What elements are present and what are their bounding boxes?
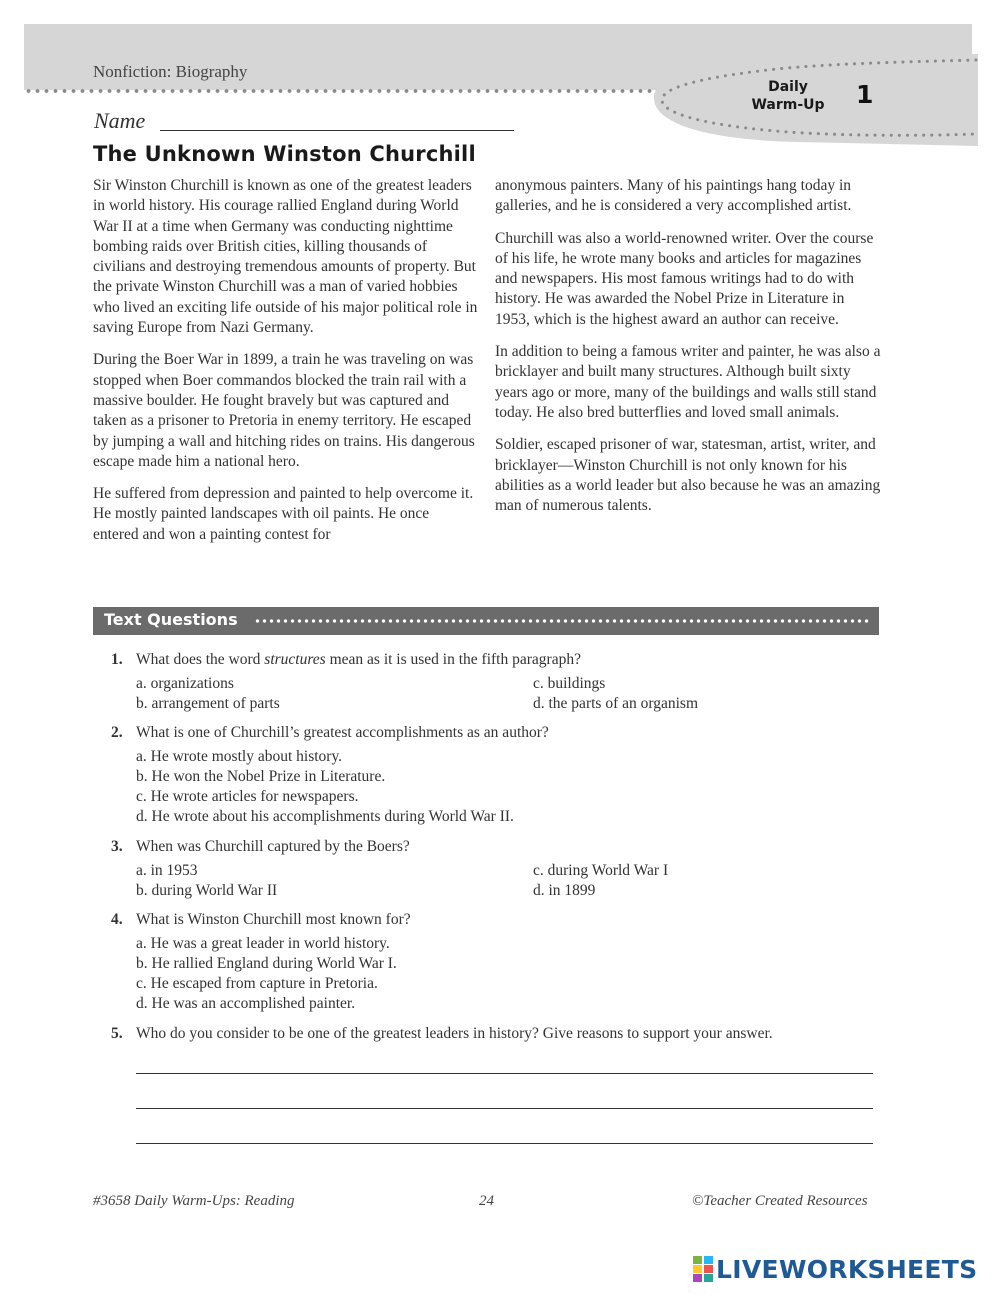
page-title: The Unknown Winston Churchill [93,142,476,166]
question-number: 4. [111,911,123,928]
question-text: What is one of Churchill’s greatest accomplishments as an author? [136,724,549,741]
answer-option-a[interactable]: a. organizations [136,675,234,692]
answer-option-c[interactable]: c. during World War I [533,862,669,879]
paragraph: Soldier, escaped prisoner of war, statesman, artist, writer, and bricklayer—Winston Churchill is not only known for his abilities as a world leader but also because he was an amazing man of numerous talents. [495,436,881,515]
badge-line-warm-up: Warm-Up [751,97,825,113]
passage-left-column [93,176,478,557]
paragraph: Churchill was also a world-renowned writer. Over the course of his life, he wrote many books and articles for magazines and newspapers. His most famous writings had to do with history. He was awarded the Nobel Prize in Literature in 1953, which is the highest award an author can receive. [495,229,874,328]
badge-title [742,78,834,114]
answer-option-d[interactable]: d. He was an accomplished painter. [136,995,356,1012]
paragraph: anonymous painters. Many of his paintings hang today in galleries, and he is considered a very accomplished artist. [495,177,852,215]
badge-line-daily: Daily [768,79,808,95]
question-text [136,650,581,670]
questions-header-label: Text Questions [104,610,238,629]
answer-option-d[interactable]: d. the parts of an organism [533,695,699,712]
paragraph: Sir Winston Churchill is known as one of the greatest leaders in world history. His courage rallied England during World War II at a time when Germany was conducting nighttime bombing raids over British cities, killing thousands of civilians and destroying tremendous amounts of property. But the private Winston Churchill was a man of varied hobbies who lived an exciting life outside of his major political role in saving Europe from Nazi Germany. [93,177,478,337]
question-text-part: mean as it is used in the fifth paragraph? [325,651,581,668]
paragraph: In addition to being a famous writer and painter, he was also a bricklayer and built many structures. Although built sixty years ago or more, many of the buildings and walls still stand today. He also bred butterflies and loved small animals. [495,343,881,421]
name-label: Name [94,108,146,133]
section-label: Nonfiction: Biography [93,62,248,81]
question-number: 5. [111,1025,123,1042]
question-number: 1. [111,651,123,668]
passage-right-column [495,176,883,528]
answer-line-1[interactable] [136,1073,873,1074]
answer-option-a[interactable]: a. He wrote mostly about history. [136,748,343,765]
header-dotted-rule [24,88,664,94]
answer-option-a[interactable]: a. in 1953 [136,862,198,879]
answer-option-c[interactable]: c. He escaped from capture in Pretoria. [136,975,378,992]
questions-header-dots [254,618,870,624]
footer-page-number: 24 [479,1193,494,1209]
footer-publisher: ©Teacher Created Resources [692,1193,868,1209]
answer-option-a[interactable]: a. He was a great leader in world history. [136,935,390,952]
answer-option-b[interactable]: b. during World War II [136,882,278,899]
answer-line-3[interactable] [136,1143,873,1144]
answer-option-c[interactable]: c. buildings [533,675,606,692]
answer-option-b[interactable]: b. He won the Nobel Prize in Literature. [136,768,386,785]
question-number: 2. [111,724,123,741]
answer-option-d[interactable]: d. in 1899 [533,882,596,899]
paragraph: During the Boer War in 1899, a train he was traveling on was stopped when Boer commandos blocked the train rail with a massive boulder. He fought bravely but was captured and taken as a prisoner to Pretoria in enemy territory. He escaped by jumping a wall and hitching rides on trains. His dangerous escape made him a national hero. [93,351,475,470]
answer-line-2[interactable] [136,1108,873,1109]
answer-option-b[interactable]: b. arrangement of parts [136,695,280,712]
question-text-italic: structures [264,651,326,668]
answer-option-b[interactable]: b. He rallied England during World War I. [136,955,397,972]
question-text: Who do you consider to be one of the greatest leaders in history? Give reasons to support your answer. [136,1025,773,1042]
answer-option-d[interactable]: d. He wrote about his accomplishments during World War II. [136,808,514,825]
question-text-part: What does the word [136,651,265,668]
answer-option-c[interactable]: c. He wrote articles for newspapers. [136,788,359,805]
name-input-line[interactable] [160,130,514,131]
liveworksheets-logo-icon [693,1256,713,1282]
footer-book-title: #3658 Daily Warm-Ups: Reading [93,1193,295,1209]
question-text: What is Winston Churchill most known for? [136,911,411,928]
badge-number: 1 [856,80,874,109]
question-number: 3. [111,838,123,855]
liveworksheets-brand[interactable] [693,1254,977,1284]
paragraph: He suffered from depression and painted to help overcome it. He mostly painted landscapes with oil paints. He once entered and won a painting contest for [93,485,474,543]
liveworksheets-wordmark: LIVEWORKSHEETS [716,1254,978,1284]
question-text: When was Churchill captured by the Boers? [136,838,410,855]
